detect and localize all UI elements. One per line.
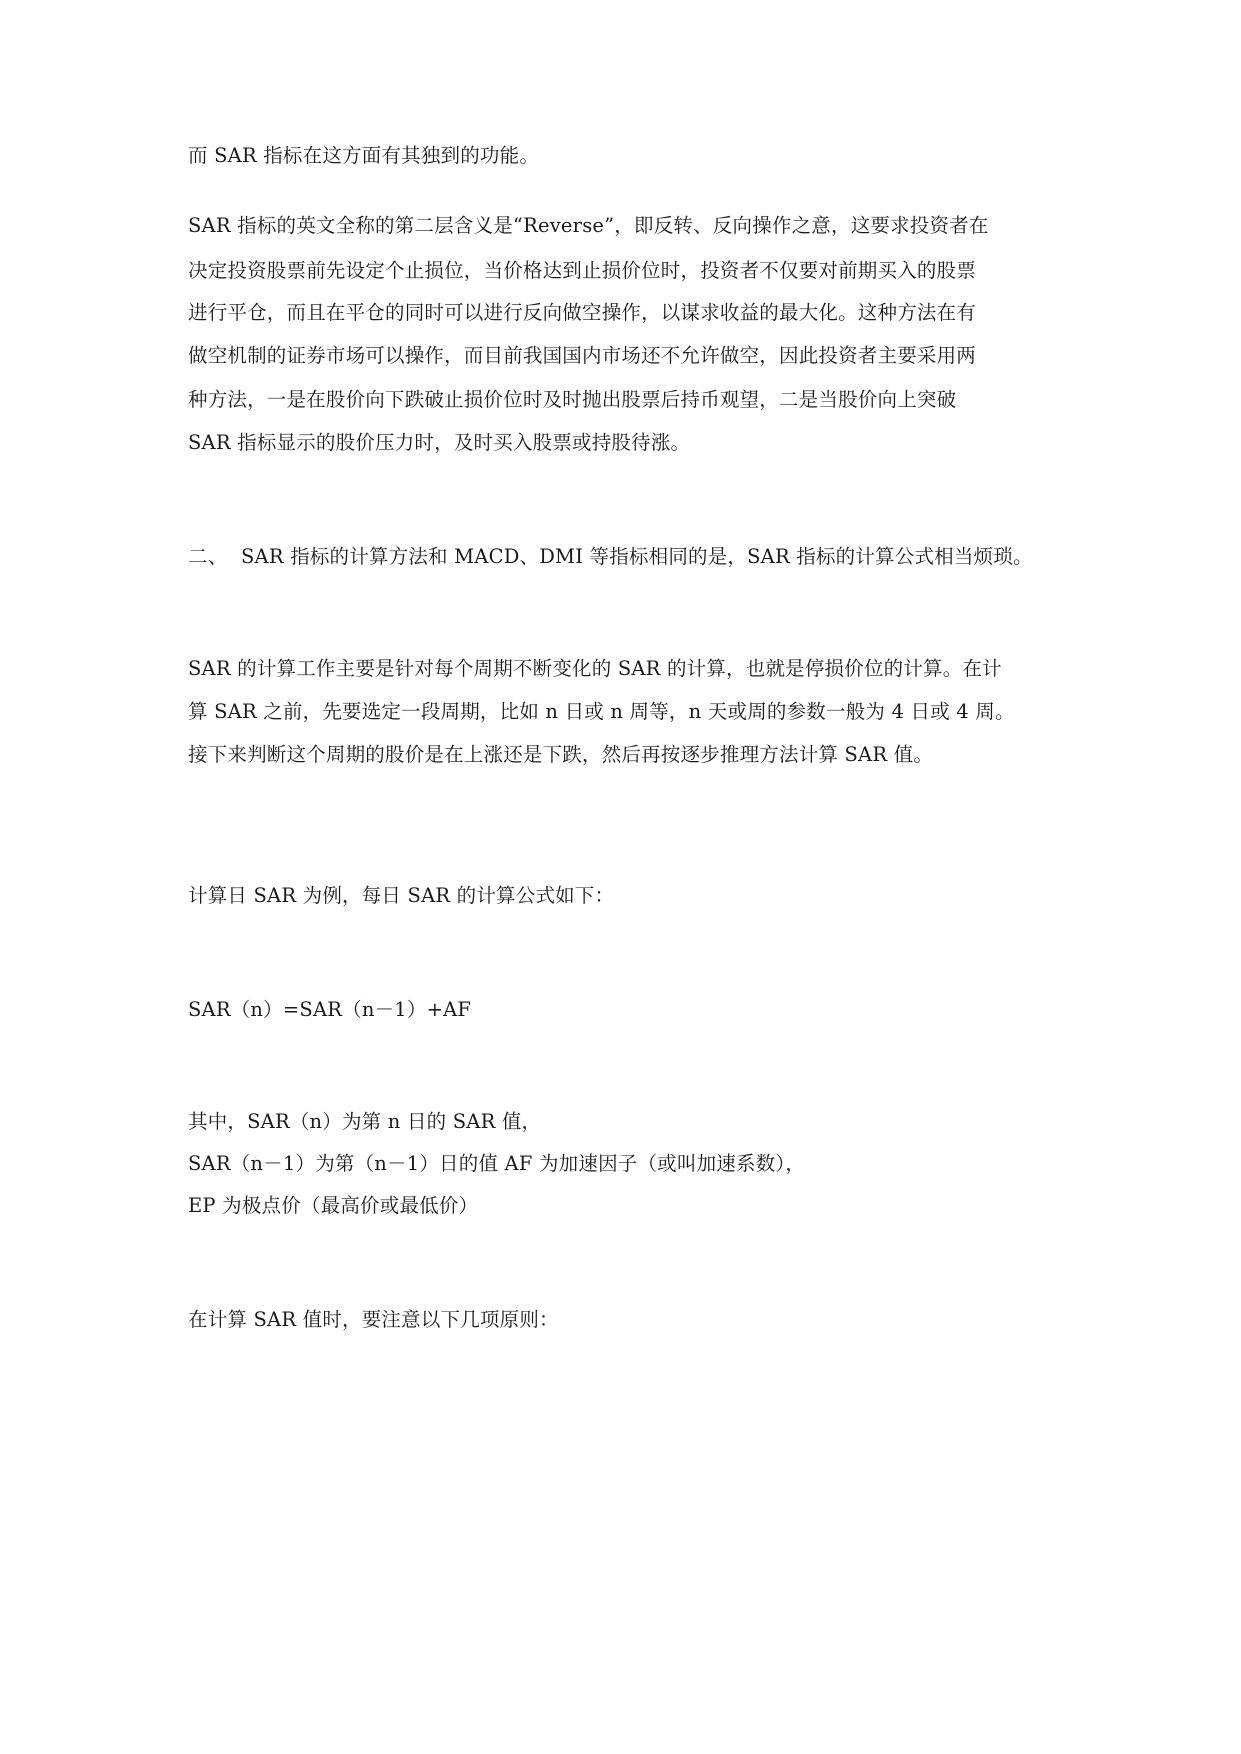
paragraph-line: 而 SAR 指标在这方面有其独到的功能。 bbox=[188, 144, 540, 167]
section-number: 二、 bbox=[188, 545, 228, 568]
paragraph-line: 接下来判断这个周期的股价是在上涨还是下跌，然后再按逐步推理方法计算 SAR 值。 bbox=[188, 743, 934, 766]
section-heading bbox=[188, 543, 1033, 571]
paragraph-line: 其中，SAR（n）为第 n 日的 SAR 值， bbox=[188, 1110, 542, 1133]
paragraph-line: 种方法，一是在股价向下跌破止损价位时及时抛出股票后持币观望，二是当股价向上突破 bbox=[188, 388, 957, 411]
formula: SAR（n）=SAR（n－1）+AF bbox=[188, 998, 472, 1021]
paragraph-line: SAR 的计算工作主要是针对每个周期不断变化的 SAR 的计算，也就是停损价位的计算。在计 bbox=[188, 657, 1002, 680]
paragraph-line: 进行平仓，而且在平仓的同时可以进行反向做空操作，以谋求收益的最大化。这种方法在有 bbox=[188, 301, 977, 324]
paragraph-line: EP 为极点价（最高价或最低价） bbox=[188, 1194, 479, 1217]
paragraph-line: 做空机制的证券市场可以操作，而目前我国国内市场还不允许做空，因此投资者主要采用两 bbox=[188, 344, 977, 367]
paragraph-line: 决定投资股票前先设定个止损位，当价格达到止损价位时，投资者不仅要对前期买入的股票 bbox=[188, 259, 977, 282]
paragraph-line: SAR 指标显示的股价压力时，及时买入股票或持股待涨。 bbox=[188, 431, 691, 454]
paragraph-line: SAR 指标的英文全称的第二层含义是“Reverse”，即反转、反向操作之意，这要求投资者在 bbox=[188, 214, 989, 237]
paragraph-line: 算 SAR 之前，先要选定一段周期，比如 n 日或 n 周等，n 天或周的参数一般为 4 日或 4 周。 bbox=[188, 700, 1015, 723]
paragraph-line: 计算日 SAR 为例，每日 SAR 的计算公式如下： bbox=[188, 884, 615, 907]
paragraph-line: 在计算 SAR 值时，要注意以下几项原则： bbox=[188, 1308, 559, 1331]
section-heading-text: SAR 指标的计算方法和 MACD、DMI 等指标相同的是，SAR 指标的计算公式相当烦琐。 bbox=[241, 545, 1033, 568]
paragraph-line: SAR（n－1）为第（n－1）日的值 AF 为加速因子（或叫加速系数）， bbox=[188, 1152, 806, 1175]
